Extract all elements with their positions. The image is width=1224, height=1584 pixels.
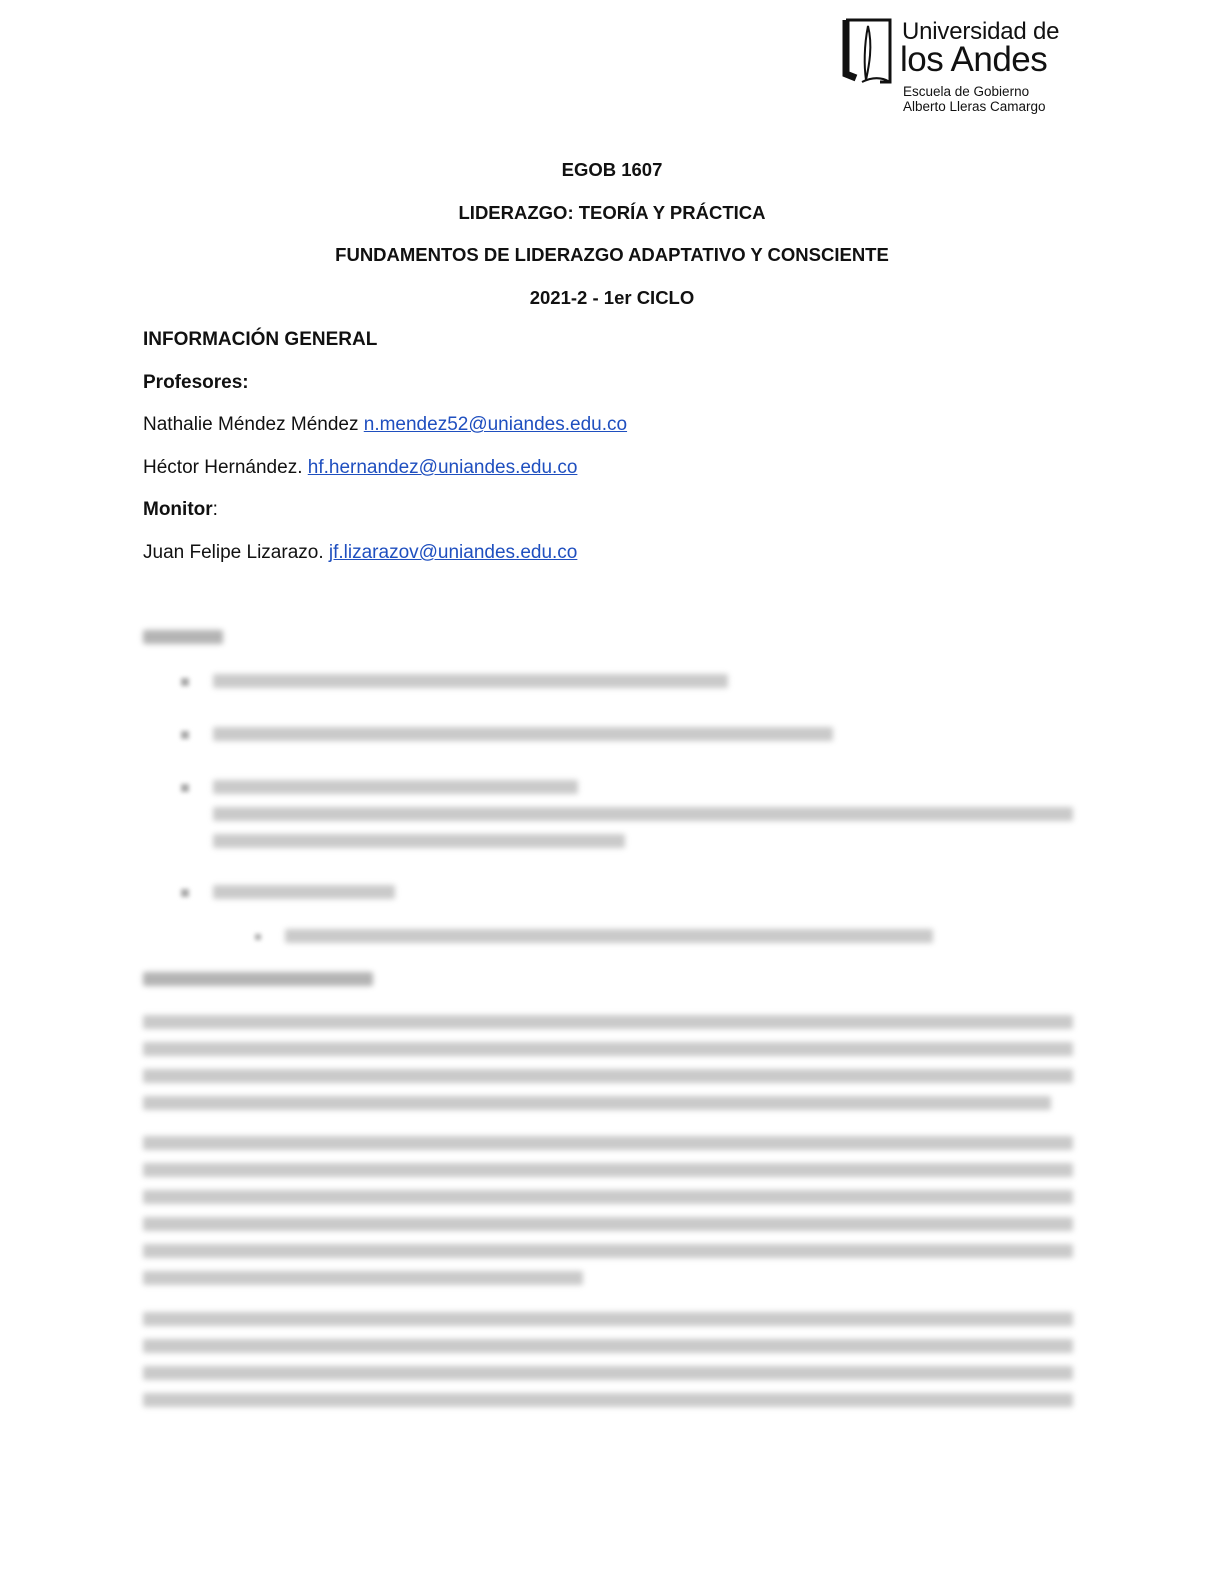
redacted-line [143,1042,1073,1056]
monitor-label: Monitor [143,499,213,520]
redacted-line [143,1244,1073,1258]
redacted-line [143,1096,1051,1110]
course-title: LIDERAZGO: TEORÍA Y PRÁCTICA [458,202,766,223]
redacted-line [143,1339,1073,1353]
monitor-name: Juan Felipe Lizarazo. [143,542,329,563]
redacted-line [143,1190,1073,1204]
redacted-line [143,1163,1073,1177]
logo-line-3: Escuela de Gobierno [903,84,1030,99]
redacted-bullet [181,784,189,792]
university-logo [840,16,1060,120]
redacted-line [143,1312,1073,1326]
course-term: 2021-2 - 1er CICLO [529,287,695,308]
logo-line-4: Alberto Lleras Camargo [903,99,1046,114]
redacted-line [143,1271,583,1285]
monitor-row [143,542,577,564]
redacted-heading [143,630,223,644]
university-shield-icon [840,16,896,88]
course-code: EGOB 1607 [561,159,663,180]
professor-email-link[interactable]: hf.hernandez@uniandes.edu.co [307,457,578,478]
redacted-line [143,1366,1073,1380]
redacted-line [213,885,395,899]
redacted-line [143,1136,1073,1150]
redacted-line [213,807,1073,821]
professor-email-link[interactable]: n.mendez52@uniandes.edu.co [363,414,628,435]
monitor-label-row [143,499,218,521]
professor-row [143,414,627,436]
redacted-heading [143,972,373,986]
redacted-bullet [255,934,261,940]
redacted-line [143,1393,1073,1407]
logo-line-2: los Andes [900,40,1048,79]
redacted-line [213,727,833,741]
redacted-line [213,674,728,688]
redacted-line [143,1217,1073,1231]
redacted-line [285,929,933,943]
professors-label: Profesores: [143,372,249,393]
monitor-colon: : [212,499,218,520]
redacted-line [143,1015,1073,1029]
section-title-general-info: INFORMACIÓN GENERAL [143,329,378,350]
redacted-bullet [181,731,189,739]
redacted-line [213,780,578,794]
professor-row [143,457,577,479]
redacted-line [213,834,625,848]
professor-name: Nathalie Méndez Méndez [143,414,364,435]
course-subtitle: FUNDAMENTOS DE LIDERAZGO ADAPTATIVO Y CONSCIENTE [335,244,889,265]
professor-name: Héctor Hernández. [143,457,308,478]
monitor-email-link[interactable]: jf.lizarazov@uniandes.edu.co [328,542,578,563]
redacted-bullet [181,678,189,686]
redacted-line [143,1069,1073,1083]
logo-line-1: Universidad de [902,18,1060,45]
redacted-bullet [181,889,189,897]
